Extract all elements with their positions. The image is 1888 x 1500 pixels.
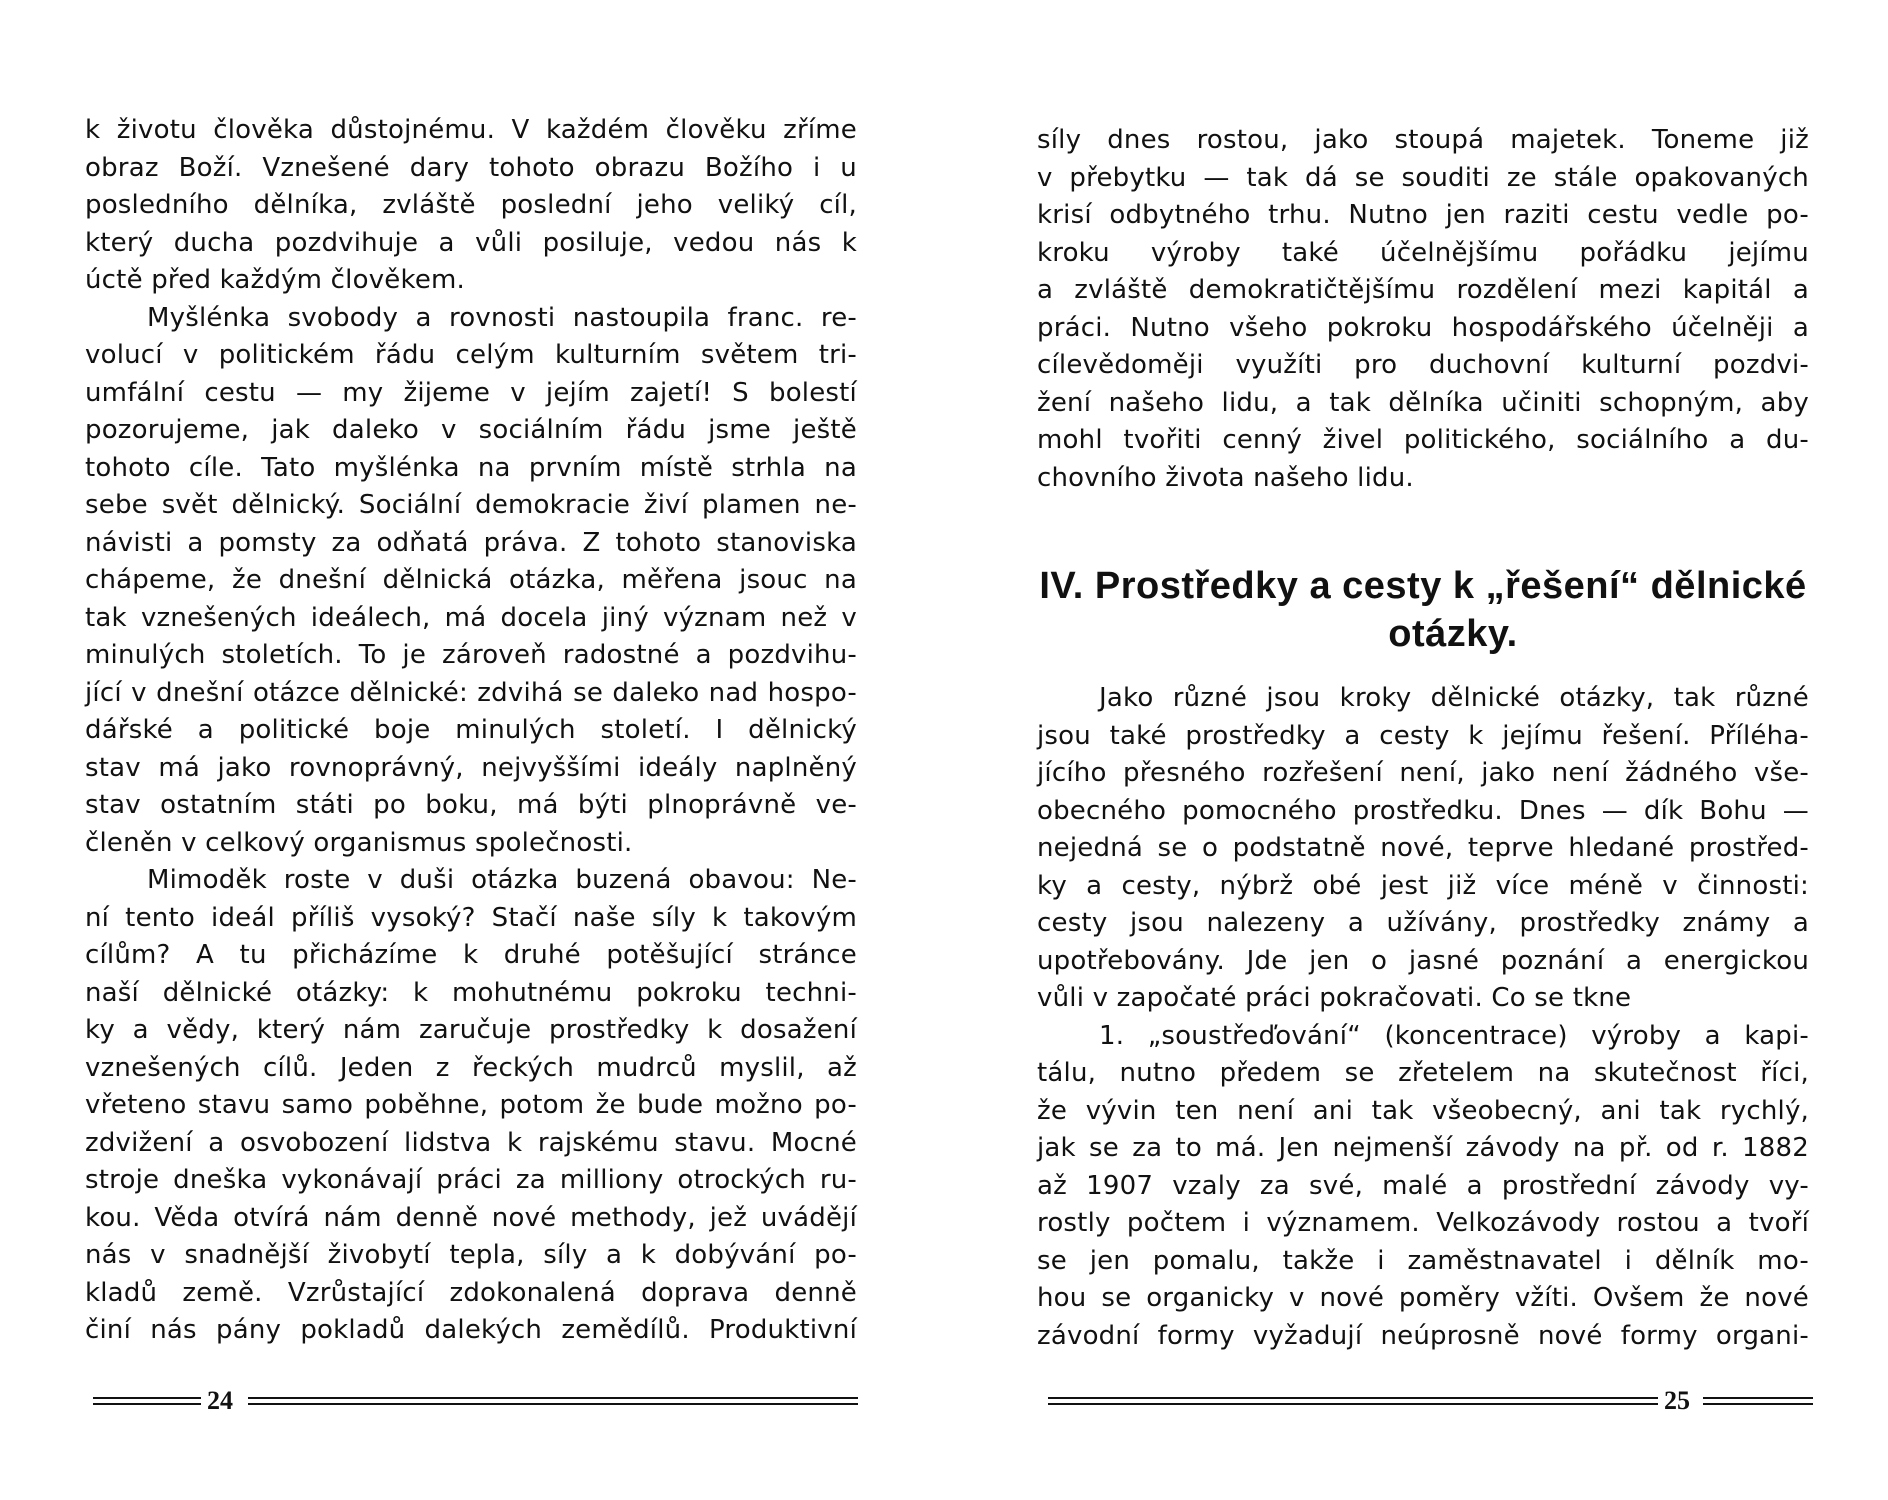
text-line: vřeteno stavu samo poběhne, potom že bude možno po- xyxy=(85,1090,857,1120)
right-page-text-top xyxy=(1037,122,1809,497)
text-line: Myšlénka svobody a rovnosti nastoupila franc. re- xyxy=(147,302,857,333)
text-line: posledního dělníka, zvláště poslední jeho veliký cíl, xyxy=(85,190,857,220)
text-line: jsou také prostředky a cesty k jejímu řešení. Příléha- xyxy=(1037,720,1809,751)
text-line: nás v snadnější živobytí tepla, síly a k dobývání po- xyxy=(85,1240,857,1270)
text-line: kladů země. Vzrůstající zdokonalená doprava denně xyxy=(85,1277,857,1308)
text-line: kou. Věda otvírá nám denně nové methody, jež uvádějí xyxy=(85,1202,857,1233)
text-line: kroku výroby také účelnějšímu pořádku jejímu xyxy=(1037,237,1809,268)
footer-rule xyxy=(93,1397,201,1405)
page-footer xyxy=(1048,1386,1813,1416)
text-line: cesty jsou nalezeny a užívány, prostředky známy a xyxy=(1037,908,1809,938)
text-line: sebe svět dělnický. Sociální demokracie živí plamen ne- xyxy=(85,490,857,520)
page-number: 24 xyxy=(207,1386,233,1415)
text-line: práci. Nutno všeho pokroku hospodářského účelněji a xyxy=(1037,312,1809,343)
text-line: stav ostatním státi po boku, má býti plnoprávně ve- xyxy=(85,790,857,820)
text-line: Jako různé jsou kroky dělnické otázky, tak různé xyxy=(1099,683,1809,713)
left-page-text xyxy=(85,112,857,1350)
section-heading-line: IV. Prostředky a cesty k „řešení“ dělnické xyxy=(1039,565,1807,607)
text-line: zdvižení a osvobození lidstva k rajskému stavu. Mocné xyxy=(85,1127,857,1158)
text-line: jící v dnešní otázce dělnické: zdvihá se daleko nad hospo- xyxy=(85,677,857,708)
text-line: tak vznešených ideálech, má docela jiný význam než v xyxy=(85,602,857,633)
text-line: dářské a politické boje minulých století. I dělnický xyxy=(85,715,857,745)
text-line: tálu, nutno předem se zřetelem na skutečnost říci, xyxy=(1037,1058,1809,1088)
text-line: pozorujeme, jak daleko v sociálním řádu jsme ještě xyxy=(85,415,857,445)
text-line: k životu člověka důstojnému. V každém člověku zříme xyxy=(85,115,857,145)
footer-rule xyxy=(1703,1397,1813,1405)
text-line: chovního života našeho lidu. xyxy=(1037,462,1414,493)
text-line: že vývin ten není ani tak všeobecný, ani tak rychlý, xyxy=(1037,1095,1809,1126)
text-line: obecného pomocného prostředku. Dnes — dík Bohu — xyxy=(1037,795,1809,826)
text-line: mohl tvořiti cenný živel politického, sociálního a du- xyxy=(1037,425,1809,455)
text-line: úctě před každým člověkem. xyxy=(85,265,466,295)
right-page xyxy=(944,0,1888,1500)
text-line: jak se za to má. Jen nejmenší závody na př. od r. 1882 xyxy=(1037,1133,1809,1163)
text-line: tohoto cíle. Tato myšlénka na prvním místě strhla na xyxy=(85,452,857,483)
text-line: až 1907 vzaly za své, malé a prostřední závody vy- xyxy=(1037,1170,1809,1201)
text-line: vznešených cílů. Jeden z řeckých mudrců myslil, až xyxy=(85,1052,857,1083)
text-line: stav má jako rovnoprávný, nejvyššími ideály naplněný xyxy=(85,752,857,783)
text-line: hou se organicky v nové poměry vžíti. Ovšem že nové xyxy=(1037,1283,1809,1313)
footer-rule xyxy=(1048,1397,1658,1405)
text-line: krisí odbytného trhu. Nutno jen raziti cestu vedle po- xyxy=(1037,200,1809,230)
text-line: obraz Boží. Vznešené dary tohoto obrazu Božího i u xyxy=(85,152,857,183)
text-line: rostly počtem i významem. Velkozávody rostou a tvoří xyxy=(1037,1208,1809,1238)
text-line: naší dělnické otázky: k mohutnému pokroku techni- xyxy=(85,977,857,1008)
right-page-text-bottom xyxy=(1037,680,1809,1355)
text-line: chápeme, že dnešní dělnická otázka, měřena jsouc na xyxy=(85,565,857,595)
text-line: žení našeho lidu, a tak dělníka učiniti schopným, aby xyxy=(1037,387,1809,418)
text-line: síly dnes rostou, jako stoupá majetek. Toneme již xyxy=(1037,125,1809,155)
text-line: nejedná se o podstatně nové, teprve hledané prostřed- xyxy=(1037,833,1809,863)
text-line: členěn v celkový organismus společnosti. xyxy=(85,827,633,858)
text-line: Mimoděk roste v duši otázka buzená obavou: Ne- xyxy=(147,865,857,895)
text-line: stroje dneška vykonávají práci za milliony otrockých ru- xyxy=(85,1165,857,1195)
text-line: jícího přesného rozřešení není, jako není žádného vše- xyxy=(1037,758,1809,788)
text-line: ní tento ideál příliš vysoký? Stačí naše síly k takovým xyxy=(85,902,857,933)
page-number: 25 xyxy=(1664,1386,1690,1415)
section-heading-line: otázky. xyxy=(1388,613,1518,655)
section-heading xyxy=(1037,562,1809,658)
text-line: který ducha pozdvihuje a vůli posiluje, vedou nás k xyxy=(85,227,857,258)
text-line: v přebytku — tak dá se souditi ze stále opakovaných xyxy=(1037,162,1809,193)
text-line: cílevědoměji využíti pro duchovní kulturní pozdvi- xyxy=(1037,350,1809,380)
text-line: minulých stoletích. To je zároveň radostné a pozdvihu- xyxy=(85,640,857,670)
text-line: a zvláště demokratičtějšímu rozdělení mezi kapitál a xyxy=(1037,275,1809,305)
text-line: 1. „soustřeďování“ (koncentrace) výroby a kapi- xyxy=(1099,1020,1809,1051)
text-line: upotřebovány. Jde jen o jasné poznání a energickou xyxy=(1037,945,1809,976)
page-footer xyxy=(93,1386,858,1416)
text-line: cílům? A tu přicházíme k druhé potěšující stránce xyxy=(85,940,857,970)
text-line: ky a cesty, nýbrž obé jest již více méně v činnosti: xyxy=(1037,870,1809,901)
text-line: závodní formy vyžadují neúprosně nové formy organi- xyxy=(1037,1320,1809,1351)
text-line: volucí v politickém řádu celým kulturním světem tri- xyxy=(85,340,857,370)
text-line: se jen pomalu, takže i zaměstnavatel i dělník mo- xyxy=(1037,1245,1809,1276)
footer-rule xyxy=(248,1397,858,1405)
text-line: návisti a pomsty za odňatá práva. Z tohoto stanoviska xyxy=(85,527,857,558)
text-line: ky a vědy, který nám zaručuje prostředky k dosažení xyxy=(85,1015,857,1045)
text-line: umfální cestu — my žijeme v jejím zajetí! S bolestí xyxy=(85,377,857,408)
text-line: vůli v započaté práci pokračovati. Co se tkne xyxy=(1037,983,1632,1013)
text-line: činí nás pány pokladů dalekých zemědílů. Produktivní xyxy=(85,1315,857,1345)
